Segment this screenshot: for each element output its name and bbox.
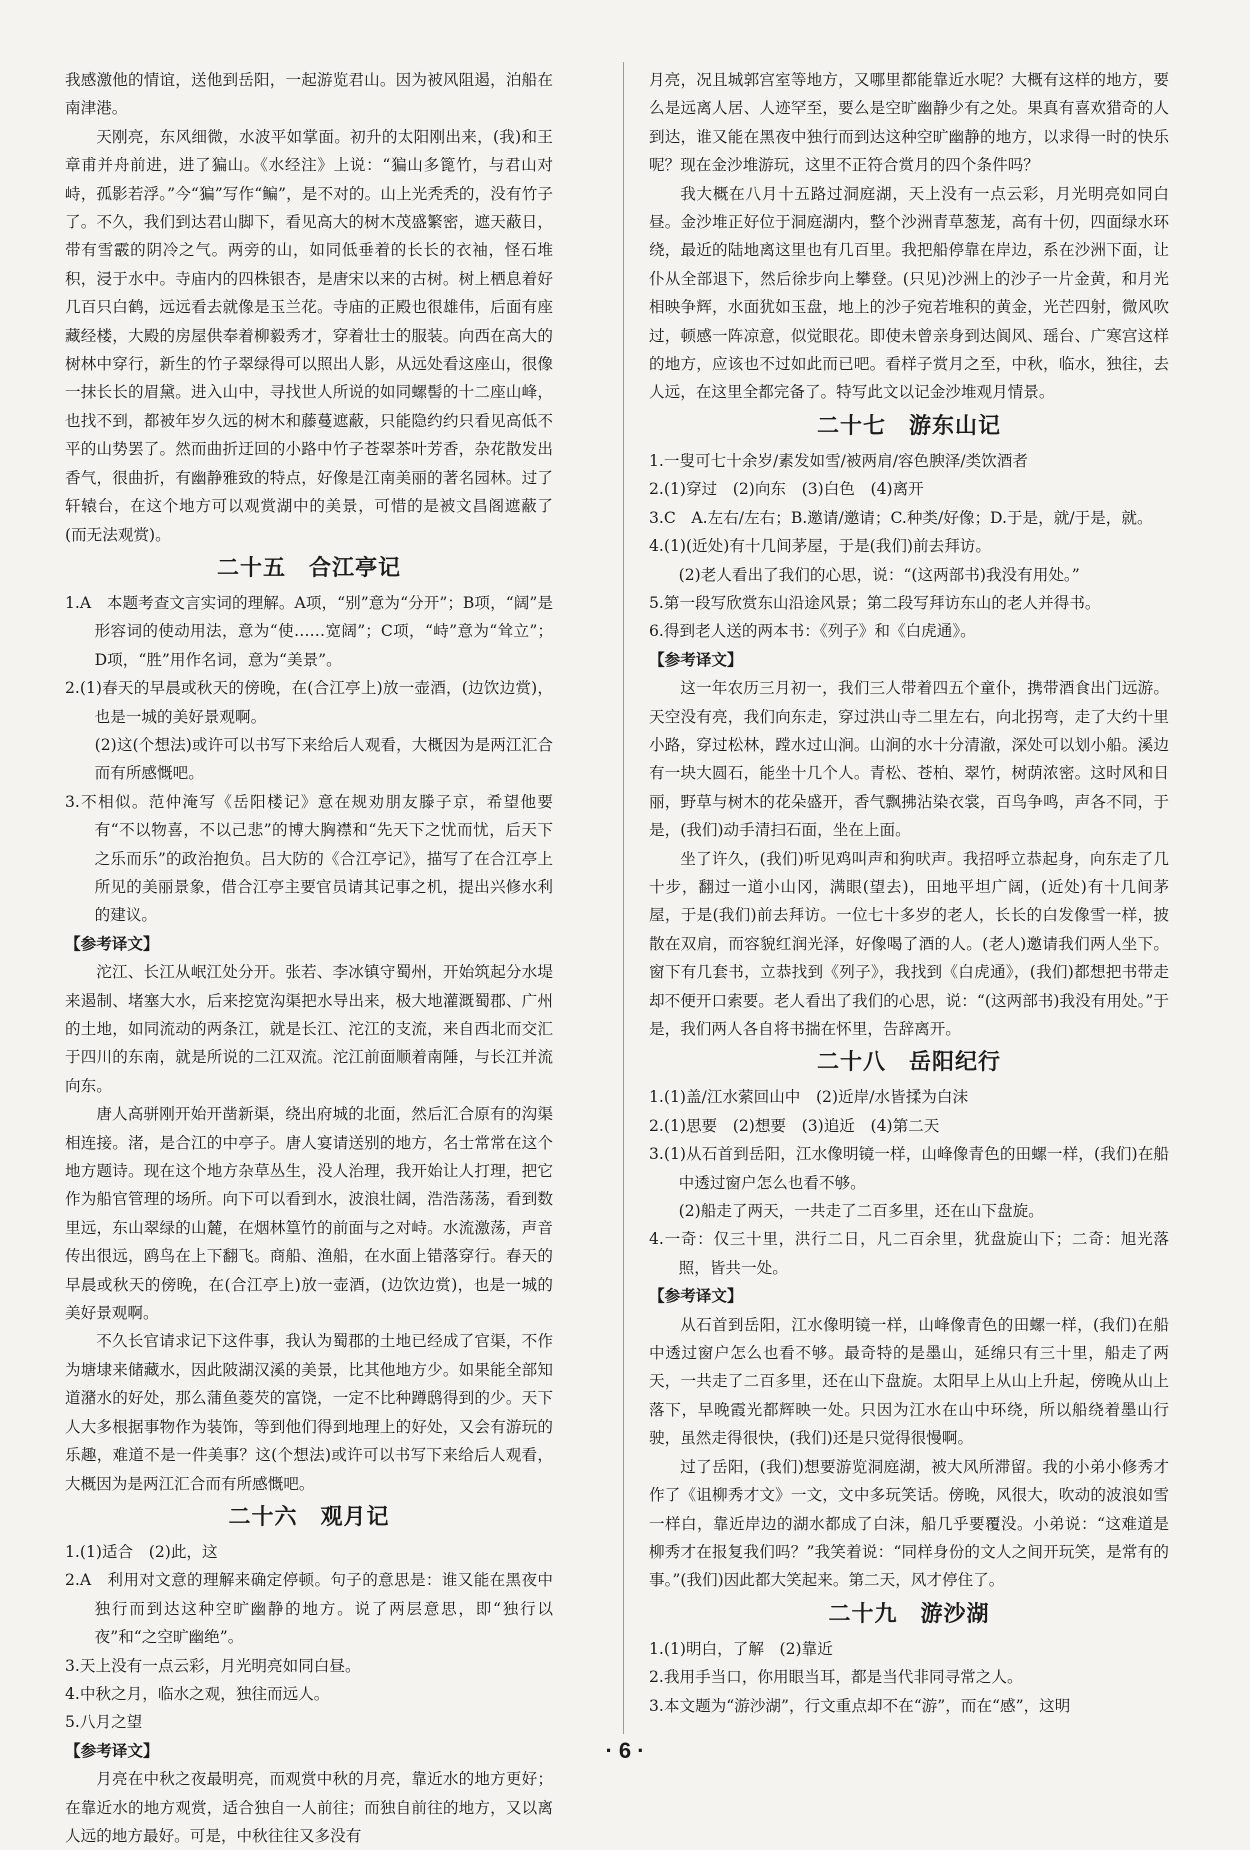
translation-paragraph: 过了岳阳，(我们)想要游览洞庭湖，被大风所滞留。我的小弟小修秀才作了《诅柳秀才文》一文，文中多玩笑话。傍晚，风很大，吹动的波浪如雪一样白，靠近岸边的湖水都成了白沫，船几乎要覆没。小弟说：“这难道是柳秀才在报复我们吗？”我笑着说：“同样身份的文人之间开玩笑，是常有的事。”(我们)因此都大笑起来。第二天，风才停住了。 xyxy=(649,1457,1169,1590)
section-heading-26: 二十六 观月记 xyxy=(228,1504,390,1530)
translation-paragraph: 沱江、长江从岷江处分开。张若、李冰镇守蜀州，开始筑起分水堤来遏制、堵塞大水，后来挖宽沟渠把水导出来，极大地灌溉蜀郡、广州的土地，如同流动的两条江，就是长江、沱江的支流，来自西北而交汇于四川的东南，就是所说的二江双流。沱江前面顺着南陲，与长江并流向东。 xyxy=(65,963,553,1095)
section-heading-29: 二十九 游沙湖 xyxy=(828,1601,990,1627)
answer-item: 4.中秋之月，临水之观，独往而远人。 xyxy=(65,1684,330,1703)
translation-paragraph: 月亮，况且城郭宫室等地方，又哪里都能靠近水呢？大概有这样的地方，要么是远离人居、人迹罕至，要么是空旷幽静少有之处。果真有喜欢猎奇的人到达，谁又能在黑夜中独行而到达这种空旷幽静的地方，以求得一时的快乐呢？现在金沙堆游玩，这里不正符合赏月的四个条件吗？ xyxy=(649,71,1169,175)
right-column xyxy=(649,66,1169,1720)
answer-item: 2.(1)春天的早晨或秋天的傍晚，在(合江亭上)放一壶酒，(边饮边赏)，也是一城的美好景观啊。 xyxy=(65,679,553,726)
reference-translation-label: 【参考译文】 xyxy=(65,934,159,953)
page-number: · 6 · xyxy=(605,1738,645,1763)
translation-paragraph: 天刚亮，东风细微，水波平如掌面。初升的太阳刚出来，(我)和王章甫并舟前进，进了猵山。《水经注》上说：“猵山多篦竹，与君山对峙，孤影若浮。”今“猵”写作“鳊”，是不对的。山上光秃秃的，没有竹子了。不久，我们到达君山脚下，看见高大的树木茂盛繁密，遮天蔽日，带有雪霰的阴冷之气。两旁的山，如同低垂着的长长的衣袖，怪石堆积，浸于水中。寺庙内的四株银杏，是唐宋以来的古树。树上栖息着好几百只白鹤，远远看去就像是玉兰花。寺庙的正殿也很雄伟，后面有座藏经楼，大殿的房屋供奉着柳毅秀才，穿着壮士的服装。向西在高大的树林中穿行，新生的竹子翠绿得可以照出人影，从远处看这座山，很像一抹长长的眉黛。进入山中，寻找世人所说的如同螺髻的十二座山峰，也找不到，都被年岁久远的树木和藤蔓遮蔽，只能隐约约只看见高低不平的山势罢了。然而曲折迂回的小路中竹子苍翠茶叶芳香，杂花散发出香气，很曲折，有幽静雅致的特点，好像是江南美丽的著名园林。过了轩辕台，在这个地方可以观赏湖中的美景，可惜的是被文昌阁遮蔽了(而无法观赏)。 xyxy=(65,127,553,544)
left-column xyxy=(65,66,553,1850)
answer-item: 2.(1)穿过 (2)向东 (3)白色 (4)离开 xyxy=(649,480,924,499)
answer-item: 1.(1)盖/江水萦回山中 (2)近岸/水皆揉为白沫 xyxy=(649,1088,969,1107)
reference-translation-label: 【参考译文】 xyxy=(649,1287,743,1306)
column-divider xyxy=(623,62,624,1734)
answer-item: 4.一奇：仅三十里，洪行二日，凡二百余里，犹盘旋山下；二奇：旭光落照，皆共一处。 xyxy=(649,1230,1169,1277)
answer-item: 3.本文题为“游沙湖”，行文重点却不在“游”，而在“感”，这明 xyxy=(649,1696,1071,1715)
translation-paragraph: 我大概在八月十五路过洞庭湖，天上没有一点云彩，月光明亮如同白昼。金沙堆正好位于洞庭湖内，整个沙洲青草葱茏，高有十仞，四面绿水环绕，最近的陆地离这里也有几百里。我把船停靠在岸边，系在沙洲下面，让仆从全部退下，然后徐步向上攀登。(只见)沙洲上的沙子一片金黄，和月光相映争辉，水面犹如玉盘，地上的沙子宛若堆积的黄金，光芒四射，微风吹过，顿感一阵凉意，似觉眼花。即使未曾亲身到达阆风、瑶台、广寒宫这样的地方，应该也不过如此而已吧。看样子赏月之至，中秋，临水，独往，去人远，在这里全都完备了。特写此文以记金沙堆观月情景。 xyxy=(649,184,1169,402)
section-heading-25: 二十五 合江亭记 xyxy=(216,555,401,581)
answer-item: 3.天上没有一点云彩，月光明亮如同白昼。 xyxy=(65,1656,361,1675)
answer-item: 3.C A.左右/左右；B.邀请/邀请；C.种类/好像；D.于是，就/于是，就。 xyxy=(649,508,1153,527)
translation-paragraph: 坐了许久，(我们)听见鸡叫声和狗吠声。我招呼立恭起身，向东走了几十步，翻过一道小山冈，满眼(望去)，田地平坦广阔，(近处)有十几间茅屋，于是(我们)前去拜访。一位七十多岁的老人，长长的白发像雪一样，披散在双肩，而容貌红润光泽，好像喝了酒的人。(老人)邀请我们两人坐下。窗下有几套书，立恭找到《列子》，我找到《白虎通》，(我们)都想把书带走却不便开口索要。老人看出了我们的心思，说：“(这两部书)我没有用处。”于是，我们两人各自将书揣在怀里，告辞离开。 xyxy=(649,849,1169,1038)
translation-paragraph: 从石首到岳阳，江水像明镜一样，山峰像青色的田螺一样，(我们)在船中透过窗户怎么也看不够。最奇特的是墨山，延绵只有三十里，船走了两天，一共走了二百多里，还在山下盘旋。太阳早上从山上升起，傍晚从山上落下，早晚霞光都辉映一处。只因为江水在山中环绕，所以船绕着墨山行驶，虽然走得很快，(我们)还是只觉得很慢啊。 xyxy=(649,1315,1169,1448)
reference-translation-label: 【参考译文】 xyxy=(65,1741,159,1760)
answer-item: 1.(1)适合 (2)此，这 xyxy=(65,1542,218,1561)
answer-item: 1.一叟可七十余岁/素发如雪/被两肩/容色腴泽/类饮酒者 xyxy=(649,451,1028,470)
answer-item: 5.八月之望 xyxy=(65,1713,143,1732)
answer-item: 1.A 本题考查文言实词的理解。A项，“别”意为“分开”；B项，“阔”是形容词的使动用法，意为“使……宽阔”；C项，“峙”意为“耸立”；D项，“胜”用作名词，意为“美景”。 xyxy=(65,593,553,669)
answer-subitem: (2)这(个想法)或许可以书写下来给后人观看，大概因为是两江汇合而有所感慨吧。 xyxy=(94,735,553,783)
answer-item: 2.(1)思要 (2)想要 (3)追近 (4)第二天 xyxy=(649,1116,940,1135)
section-heading-28: 二十八 岳阳纪行 xyxy=(816,1050,1001,1076)
answer-item: 3.(1)从石首到岳阳，江水像明镜一样，山峰像青色的田螺一样，(我们)在船中透过窗户怎么也看不够。 xyxy=(649,1145,1169,1192)
reference-translation-label: 【参考译文】 xyxy=(649,650,743,669)
answer-subitem: (2)老人看出了我们的心思，说：“(这两部书)我没有用处。” xyxy=(678,565,1080,584)
answer-item: 1.(1)明白，了解 (2)靠近 xyxy=(649,1639,833,1658)
answer-item: 4.(1)(近处)有十几间茅屋，于是(我们)前去拜访。 xyxy=(649,537,991,556)
translation-paragraph: 这一年农历三月初一，我们三人带着四五个童仆，携带酒食出门远游。天空没有亮，我们向东走，穿过洪山寺二里左右，向北拐弯，走了大约十里小路，穿过松林，蹚水过山涧。山涧的水十分清澈，深处可以划小船。溪边有一块大圆石，能坐十几个人。青松、苍柏、翠竹，树荫浓密。这时风和日丽，野草与树木的花朵盛开，香气飘拂沾染衣裳，百鸟争鸣，声各不同，于是，(我们)动手清扫石面，坐在上面。 xyxy=(649,679,1169,840)
answer-subitem: (2)船走了两天，一共走了二百多里，还在山下盘旋。 xyxy=(678,1202,1044,1221)
answer-item: 3.不相似。范仲淹写《岳阳楼记》意在规劝朋友滕子京，希望他要有“不以物喜，不以己悲”的博大胸襟和“先天下之忧而忧，后天下之乐而乐”的政治抱负。吕大防的《合江亭记》，描写了在合江亭上所见的美丽景象，借合江亭主要官员请其记事之机，提出兴修水利的建议。 xyxy=(65,792,553,925)
answer-item: 5.第一段写欣赏东山沿途风景；第二段写拜访东山的老人并得书。 xyxy=(649,593,1101,612)
translation-paragraph: 唐人高骈刚开始开凿新渠，绕出府城的北面，然后汇合原有的沟渠相连接。渚，是合江的中亭子。唐人宴请送别的地方，名士常常在这个地方题诗。现在这个地方杂草丛生，没人治理，我开始让人打理，把它作为船官管理的场所。向下可以看到水，波浪壮阔，浩浩荡荡，看到数里远，东山翠绿的山麓，在烟林篁竹的前面与之对峙。水流激荡，声音传出很远，鸥鸟在上下翻飞。商船、渔船，在水面上错落穿行。春天的早晨或秋天的傍晚，在(合江亭上)放一壶酒，(边饮边赏)，也是一城的美好景观啊。 xyxy=(65,1105,553,1323)
translation-paragraph: 月亮在中秋之夜最明亮，而观赏中秋的月亮，靠近水的地方更好；在靠近水的地方观赏，适合独自一人前往；而独自前往的地方，又以离人远的地方最好。可是，中秋往往又多没有 xyxy=(65,1770,553,1845)
answer-item: 6.得到老人送的两本书：《列子》和《白虎通》。 xyxy=(649,622,976,641)
section-heading-27: 二十七 游东山记 xyxy=(816,413,1001,439)
answer-item: 2.A 利用对文意的理解来确定停顿。句子的意思是：谁又能在黑夜中独行而到达这种空旷幽静的地方。说了两层意思，即“独行以夜”和“之空旷幽绝”。 xyxy=(65,1571,553,1647)
answer-item: 2.我用手当口，你用眼当耳，都是当代非同寻常之人。 xyxy=(649,1668,1023,1687)
translation-paragraph: 不久长官请求记下这件事，我认为蜀郡的土地已经成了官渠，不作为塘埭来储藏水，因此陂湖汉溪的美景，比其他地方少。如果能全部知道潴水的好处，那么蒲鱼菱芡的富饶，一定不比种蹲鸱得到的少。天下人大多根据事物作为装饰，等到他们得到地理上的好处，又会有游玩的乐趣，难道不是一件美事？这(个想法)或许可以书写下来给后人观看，大概因为是两江汇合而有所感慨吧。 xyxy=(65,1332,553,1493)
translation-paragraph: 我感激他的情谊，送他到岳阳，一起游览君山。因为被风阻遏，泊船在南津港。 xyxy=(65,71,553,118)
